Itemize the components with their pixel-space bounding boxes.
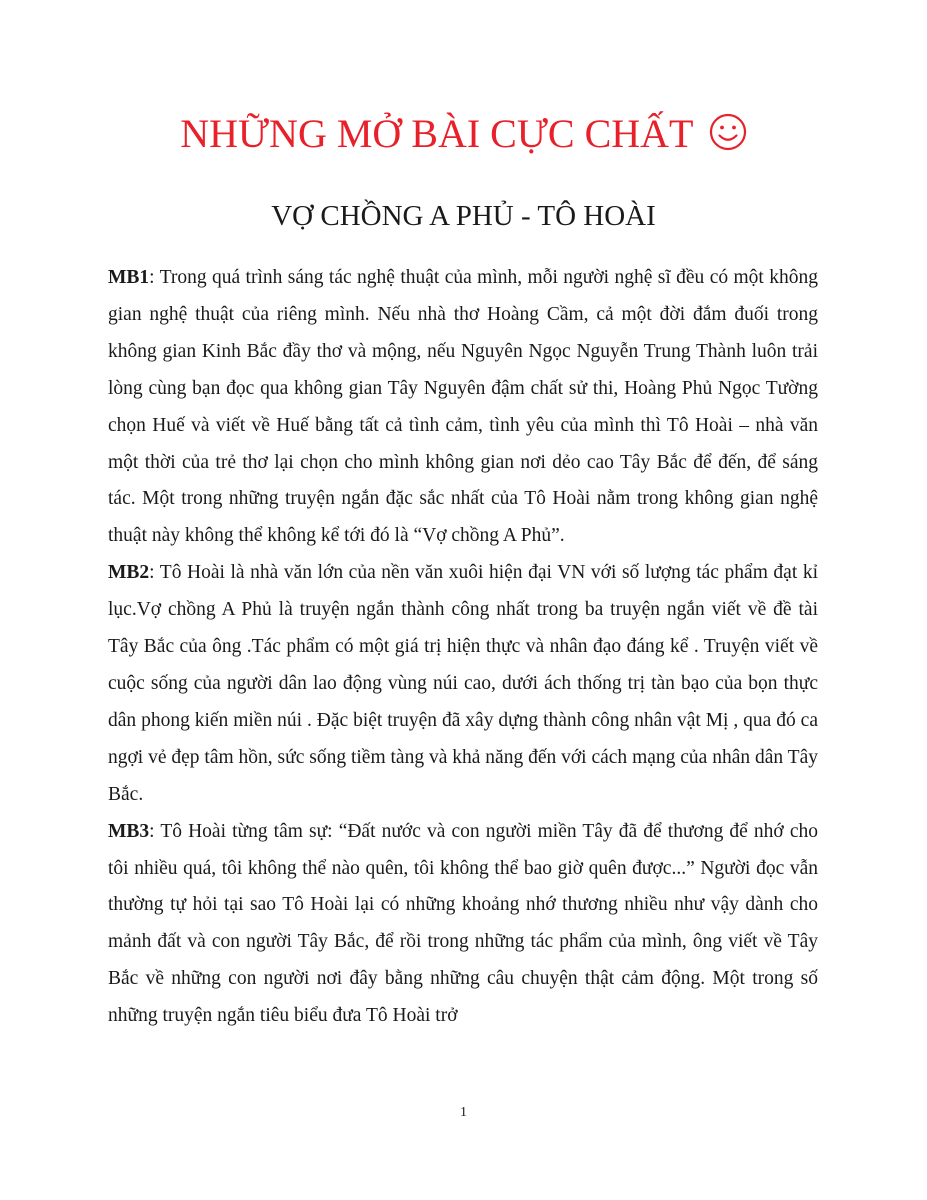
paragraph-mb2 (108, 555, 818, 813)
page-number: 1 (460, 1105, 467, 1120)
paragraph-mb1 (108, 260, 818, 555)
document-subtitle: VỢ CHỒNG A PHỦ - TÔ HOÀI (271, 200, 656, 232)
paragraph-label: MB1 (108, 267, 150, 288)
paragraph-label: MB3 (108, 820, 150, 842)
paragraph-label: MB2 (108, 562, 150, 584)
page-title (0, 108, 927, 164)
paragraph-text: : Tô Hoài là nhà văn lớn của nền văn xuôi hiện đại VN với số lượng tác phẩm đạt kỉ lục.Vợ chồng A Phủ là truyện ngắn thành công nhất trong ba truyện ngắn viết về đề tài Tây Bắc của ông .Tác phẩm có một giá trị hiện thực và nhân đạo đáng kể . Truyện viết về cuộc sống của người dân lao động vùng núi cao, dưới ách thống trị tàn bạo của bọn thực dân phong kiến miền núi . Đặc biệt truyện đã xây dựng thành công nhân vật Mị , qua đó ca ngợi vẻ đẹp tâm hồn, sức sống tiềm tàng và khả năng đến với cách mạng của nhân dân Tây Bắc. (108, 562, 818, 805)
paragraph-text: : Tô Hoài từng tâm sự: “Đất nước và con người miền Tây đã để thương để nhớ cho tôi nhiều quá, tôi không thể nào quên, tôi không thể bao giờ quên được...” Người đọc vẫn thường tự hỏi tại sao Tô Hoài lại có những khoảng nhớ thương nhiều như vậy dành cho mảnh đất và con người Tây Bắc, để rồi trong những tác phẩm của mình, ông viết về Tây Bắc về những con người nơi đây bằng những câu chuyện thật cảm động. Một trong số những truyện ngắn tiêu biểu đưa Tô Hoài trở (108, 820, 818, 1027)
document-body (108, 260, 818, 1035)
paragraph-mb3 (108, 814, 818, 1035)
smiley-face-icon (709, 112, 747, 164)
paragraph-text: : Trong quá trình sáng tác nghệ thuật của mình, mỗi người nghệ sĩ đều có một không gian nghệ thuật của riêng mình. Nếu nhà thơ Hoàng Cầm, cả một đời đắm đuối trong không gian Kinh Bắc đầy thơ và mộng, nếu Nguyên Ngọc Nguyễn Trung Thành luôn trải lòng cùng bạn đọc qua không gian Tây Nguyên đậm chất sử thi, Hoàng Phủ Ngọc Tường chọn Huế và viết về Huế bằng tất cả tình cảm, tình yêu của mình thì Tô Hoài – nhà văn một thời của trẻ thơ lại chọn cho mình không gian nơi dẻo cao Tây Bắc để đến, để sáng tác. Một trong những truyện ngắn đặc sắc nhất của Tô Hoài nằm trong không gian nghệ thuật này không thể không kể tới đó là “Vợ chồng A Phủ”. (108, 267, 818, 547)
page-title-text: NHỮNG MỞ BÀI CỰC CHẤT (180, 111, 693, 156)
